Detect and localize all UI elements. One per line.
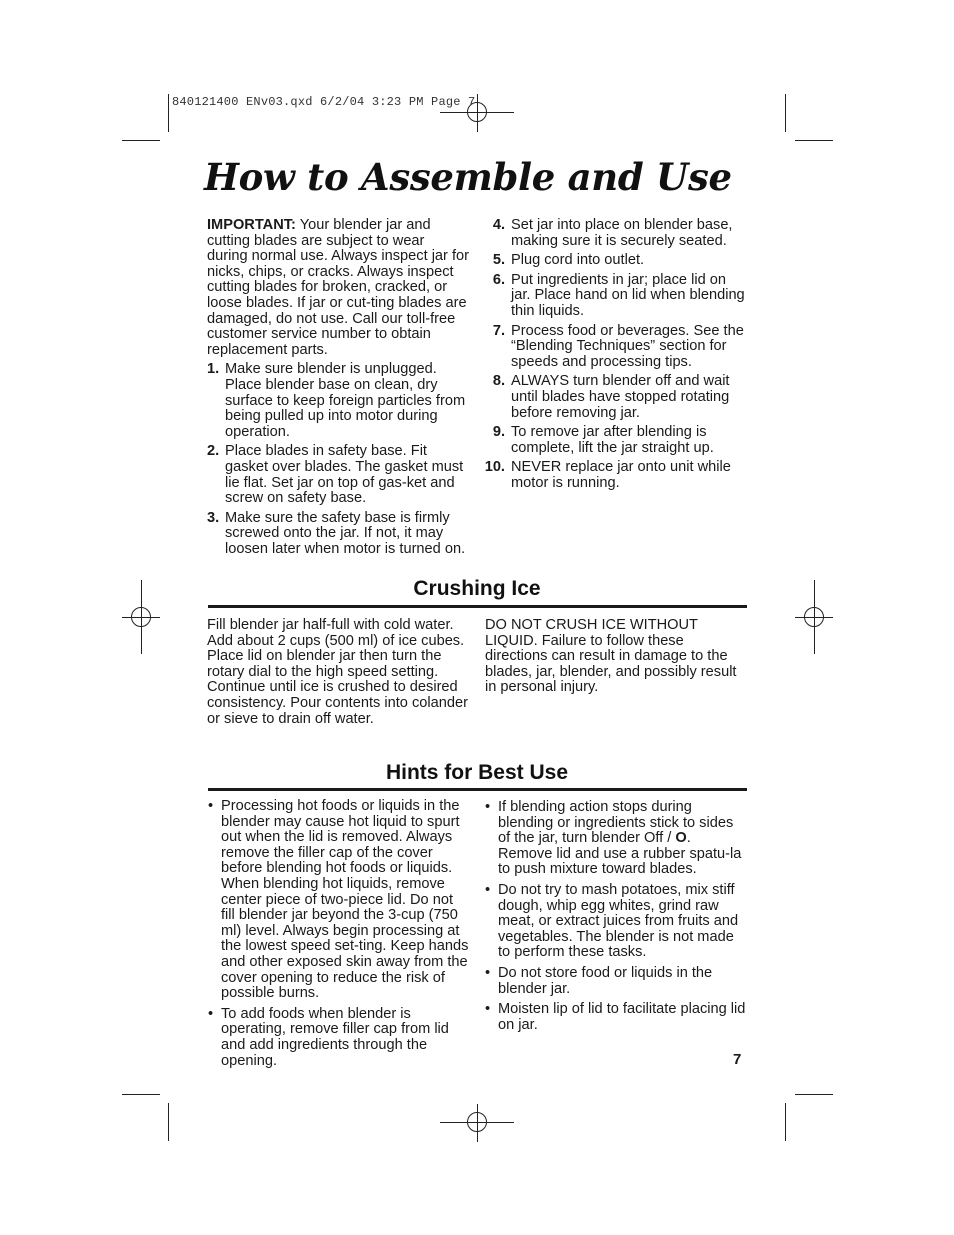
crop-mark: [785, 94, 786, 132]
step-number: 7.: [492, 322, 505, 339]
page-number: 7: [733, 1051, 742, 1068]
bullet-icon: •: [485, 1001, 491, 1018]
section-rule: [208, 605, 747, 608]
step-text: Put ingredients in jar; place lid on jar. Place hand on lid when blending thin liquids.: [511, 271, 745, 319]
step-number: 9.: [492, 424, 505, 441]
step-item: [485, 273, 747, 320]
hint-text: Moisten lip of lid to facilitate placing lid on jar.: [498, 1001, 746, 1033]
bullet-icon: •: [485, 881, 491, 898]
hints-heading: Hints for Best Use: [385, 761, 569, 784]
important-text: Your blender jar and cutting blades are subject to wear during normal use. Always inspect jar for nicks, chips, or cracks. Always inspect cutting blades for broken, cracked, or loose blades. If jar or cut-ting blades are damaged, do not use. Call our toll-free customer service number to obtain replacement parts.: [207, 217, 469, 358]
step-number: 5.: [492, 252, 505, 269]
step-item: [207, 444, 469, 506]
hints-list-left: [208, 799, 470, 1069]
important-paragraph: [207, 218, 469, 358]
step-text: To remove jar after blending is complete, lift the jar straight up.: [511, 424, 714, 456]
step-text: Make sure blender is unplugged. Place blender base on clean, dry surface to keep foreign particles from being pulled up into motor during operation.: [225, 361, 466, 440]
step-item: [207, 362, 469, 440]
steps-list-left: [207, 362, 469, 557]
step-number: 8.: [492, 373, 505, 390]
registration-circle: [467, 1112, 487, 1132]
step-number: 10.: [484, 459, 505, 476]
crop-mark: [122, 1094, 160, 1095]
hint-text-post: . Remove lid and use a rubber spatu-la to push mixture toward blades.: [498, 830, 742, 878]
hint-item: [485, 800, 749, 878]
registration-circle: [131, 607, 151, 627]
crushing-ice-heading: Crushing Ice: [413, 577, 541, 600]
hint-item: [208, 1007, 470, 1069]
bullet-icon: •: [485, 964, 491, 981]
bullet-icon: •: [208, 798, 214, 814]
hint-text: Do not store food or liquids in the blender jar.: [498, 964, 713, 997]
hint-text: Do not try to mash potatoes, mix stiff dough, whip egg whites, grind raw meat, or extract juices from fruits and vegetables. The blender is not made to perform these tasks.: [498, 881, 739, 961]
hints-left-column: [208, 799, 470, 1074]
hint-text-pre: If blending action stops during blending or ingredients stick to sides of the jar, turn blender Off /: [498, 799, 734, 847]
step-item: [207, 511, 469, 558]
assemble-left-column: [207, 218, 469, 557]
crop-mark: [122, 140, 160, 141]
step-item: [485, 425, 747, 456]
crop-mark: [168, 1103, 169, 1141]
important-label: IMPORTANT:: [207, 217, 296, 233]
step-text: Place blades in safety base. Fit gasket over blades. The gasket must lie flat. Set jar on top of gas-ket and screw on safety base.: [225, 443, 464, 507]
step-item: [485, 460, 747, 491]
step-number: 3.: [207, 509, 220, 526]
crop-mark: [795, 1094, 833, 1095]
hints-right-column: [485, 800, 749, 1038]
step-number: 1.: [207, 361, 220, 378]
registration-circle: [804, 607, 824, 627]
crop-mark: [795, 140, 833, 141]
step-item: [485, 374, 747, 421]
step-number: 4.: [492, 217, 505, 233]
crop-mark: [785, 1103, 786, 1141]
step-number: 6.: [492, 271, 505, 288]
step-text: ALWAYS turn blender off and wait until blades have stopped rotating before removing jar.: [511, 373, 730, 421]
hint-text: To add foods when blender is operating, remove filler cap from lid and add ingredients through the opening.: [221, 1005, 449, 1069]
step-text: Make sure the safety base is firmly screwed onto the jar. If not, it may loosen later when motor is turned on.: [225, 509, 466, 557]
hint-item: [485, 1002, 749, 1033]
step-item: [485, 324, 747, 371]
hints-list-right: [485, 800, 749, 1033]
crop-mark: [168, 94, 169, 132]
print-slug: 840121400 ENv03.qxd 6/2/04 3:23 PM Page 7: [172, 95, 476, 109]
step-item: [485, 218, 747, 249]
step-text: Set jar into place on blender base, making sure it is securely seated.: [511, 217, 733, 249]
hint-item: [485, 883, 749, 961]
step-number: 2.: [207, 443, 220, 460]
step-text: NEVER replace jar onto unit while motor is running.: [511, 459, 731, 491]
step-item: [485, 253, 747, 269]
assemble-right-column: [485, 214, 747, 492]
crushing-left-text: Fill blender jar half-full with cold water. Add about 2 cups (500 ml) of ice cubes. Place lid on blender jar then turn the rotary dial to the high speed setting. Continue until ice is crushed to desired consistency. Pour contents into colander or sieve to drain off water.: [207, 617, 468, 727]
hint-text: Processing hot foods or liquids in the blender may cause hot liquid to spurt out when the lid is removed. Always remove the filler cap of the cover before blending hot foods or liquids. When blending hot liquids, remove center piece of two-piece lid. Do not fill blender jar beyond the 3-cup (750 ml) level. Always begin processing at the lowest speed set-ting. Keep hands and other exposed skin away from the cover opening to reduce the risk of possible burns.: [221, 798, 469, 1002]
bullet-icon: •: [208, 1005, 214, 1022]
off-symbol: O: [675, 830, 687, 847]
crushing-warning-text: DO NOT CRUSH ICE WITHOUT LIQUID. Failure to follow these directions can result in damage to the blades, jar, blender, and possibly result in personal injury.: [485, 617, 737, 696]
hint-item: [485, 966, 749, 997]
section-rule: [208, 788, 747, 791]
page-title: How to Assemble and Use: [204, 155, 732, 199]
step-text: Plug cord into outlet.: [511, 252, 645, 269]
step-text: Process food or beverages. See the “Blending Techniques” section for speeds and processing tips.: [511, 322, 744, 370]
hint-item: [208, 799, 470, 1002]
steps-list-right: [485, 218, 747, 492]
bullet-icon: •: [485, 799, 491, 815]
